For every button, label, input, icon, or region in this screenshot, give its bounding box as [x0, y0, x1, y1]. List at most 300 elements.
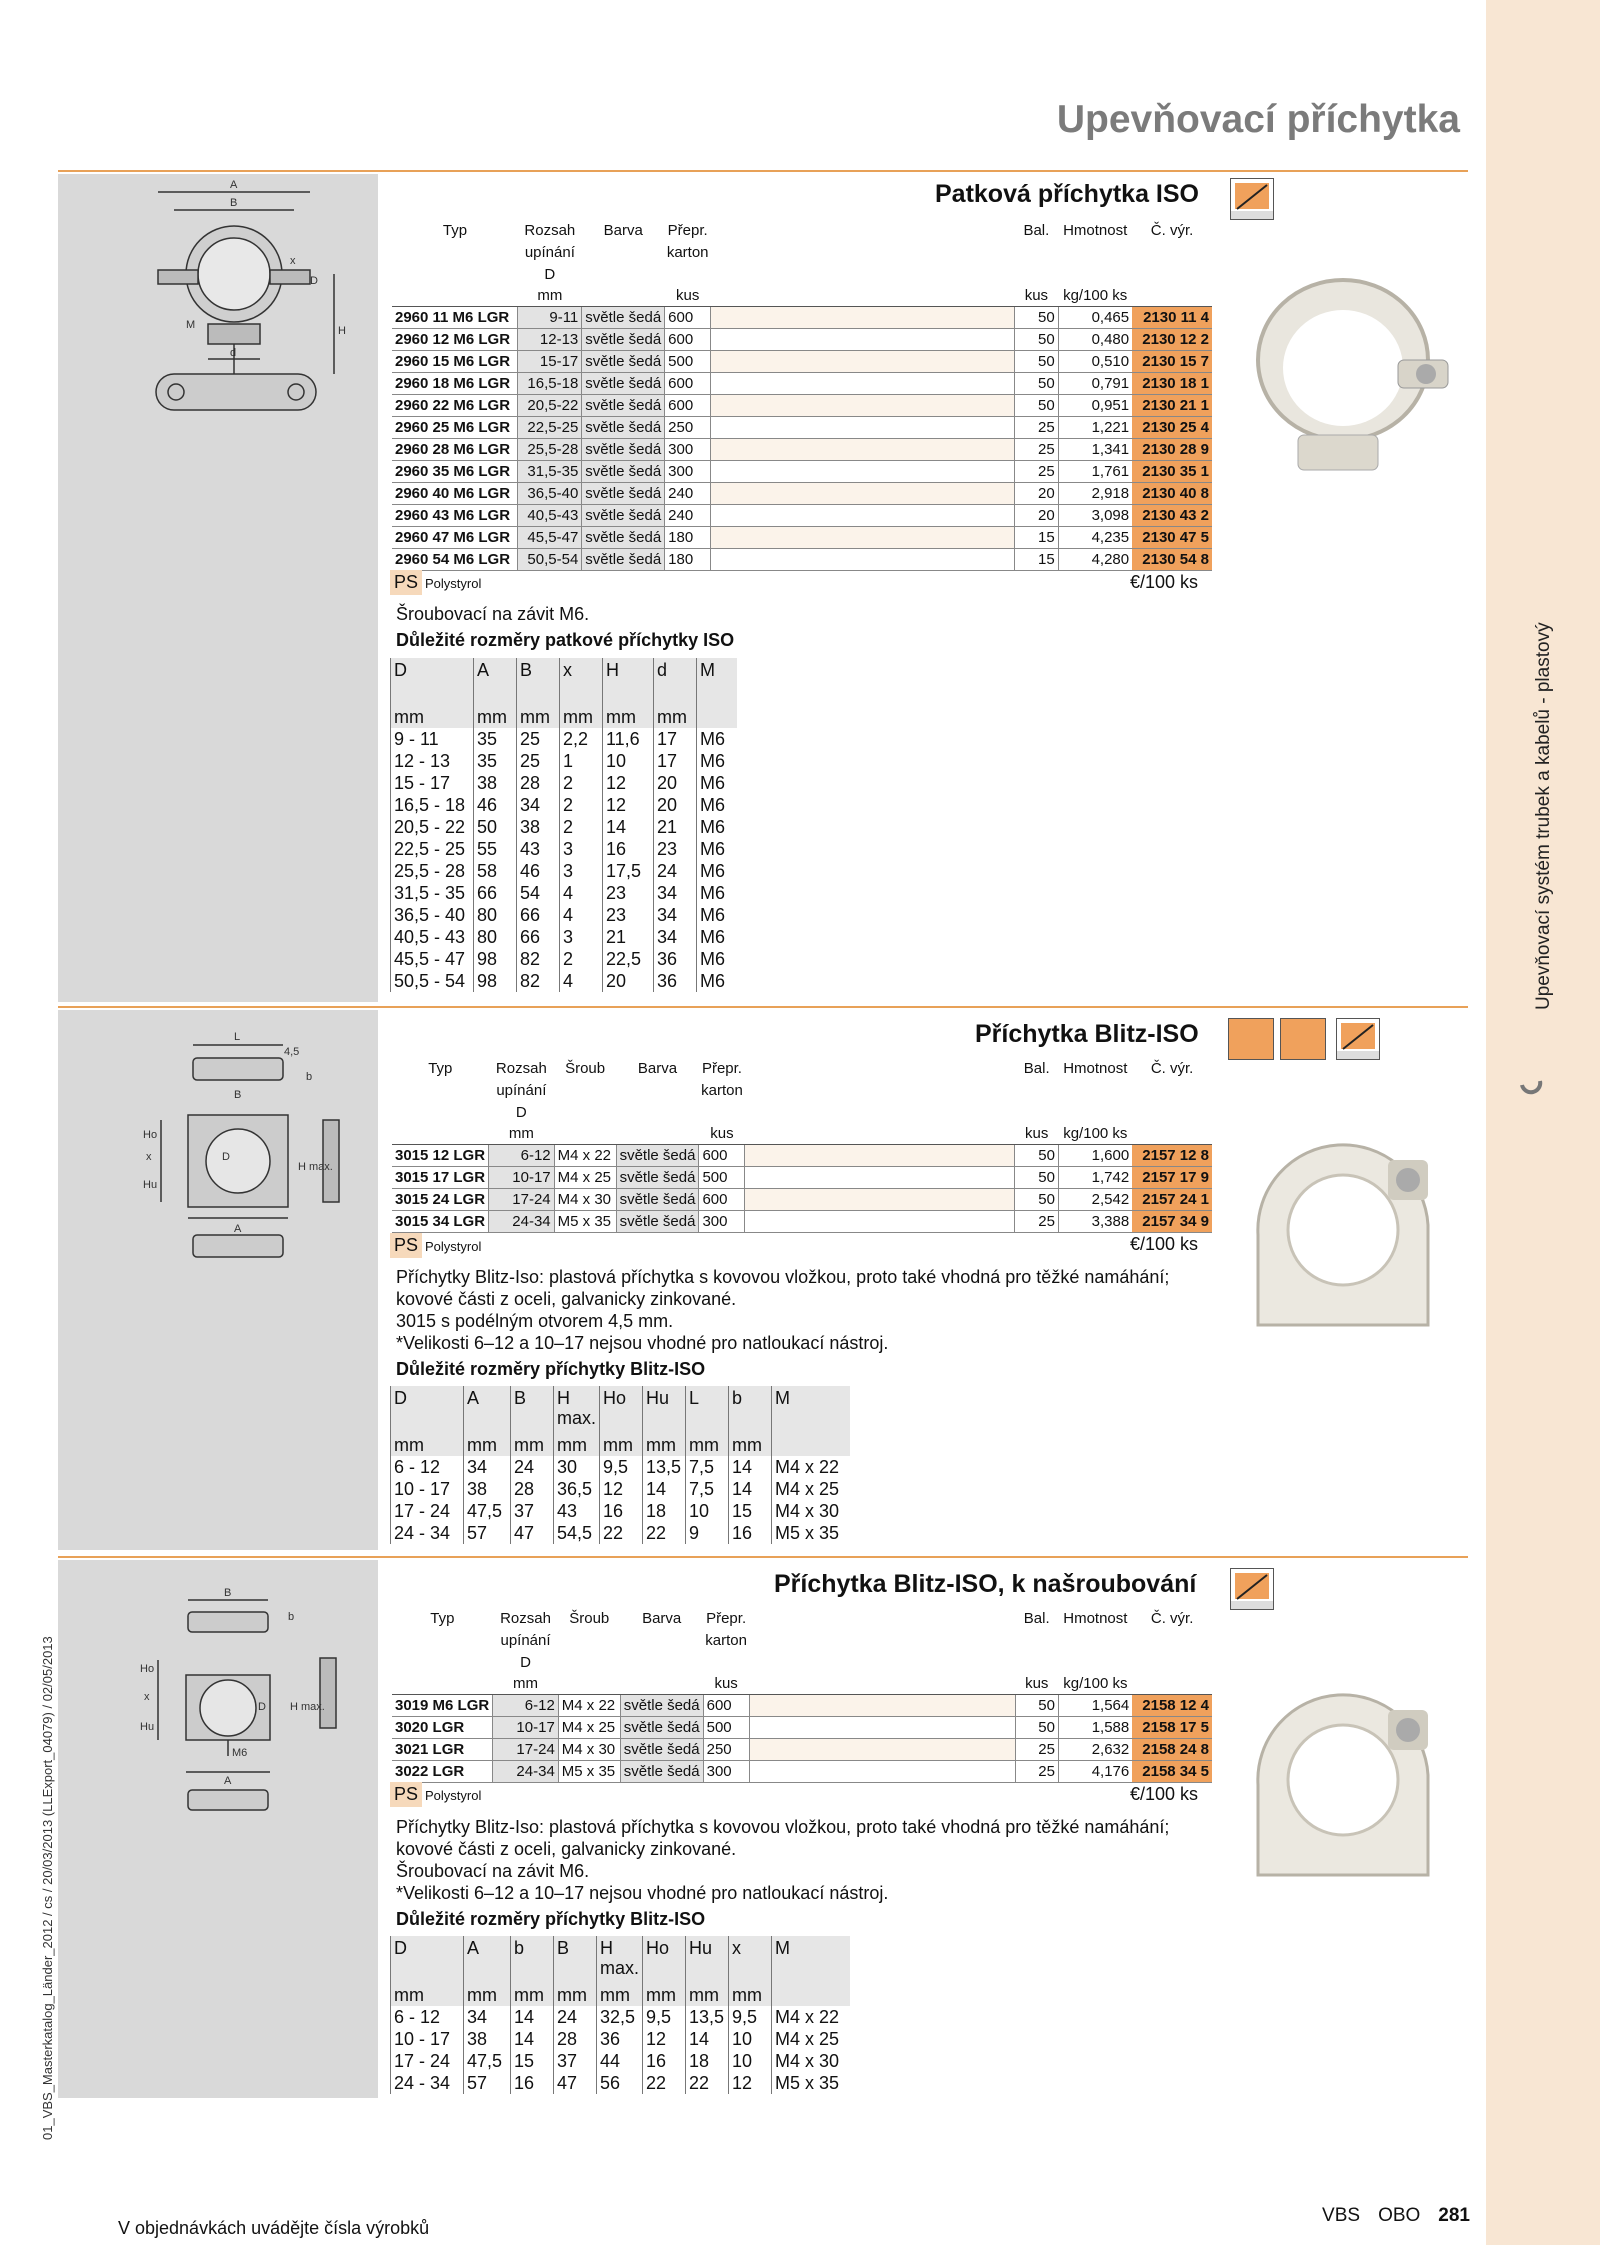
carton-cell: 300 — [699, 1211, 745, 1233]
dim-cell: 10 - 17 — [391, 1478, 464, 1500]
spacer-cell — [711, 527, 1015, 549]
dim-cell: M5 x 35 — [772, 1522, 851, 1544]
screw-cell: M4 x 25 — [554, 1167, 616, 1189]
dim-cell: 11,6 — [603, 728, 654, 750]
screw-cell: M5 x 35 — [558, 1761, 620, 1783]
technical-drawing-2 — [58, 1010, 378, 1550]
dim-cell: 20 — [654, 772, 697, 794]
dim-cell: 80 — [474, 904, 517, 926]
dim-header: A — [464, 1936, 511, 1984]
unit-cell: mm — [643, 1984, 686, 2006]
weight-cell: 1,600 — [1058, 1145, 1132, 1167]
dim-cell: 28 — [517, 772, 560, 794]
dim-cell: M4 x 22 — [772, 1456, 851, 1478]
dim-cell: 10 - 17 — [391, 2028, 464, 2050]
pack-cell: 25 — [1015, 1761, 1058, 1783]
color-cell: světle šedá — [582, 527, 665, 549]
table-row — [392, 1145, 1212, 1167]
dim-cell: 4 — [560, 970, 603, 992]
unit-cell: mm — [511, 1984, 554, 2006]
dim-header: Hu — [686, 1936, 729, 1984]
dim-cell: 57 — [464, 2072, 511, 2094]
table-row — [392, 417, 1212, 439]
pack-cell: 25 — [1015, 417, 1059, 439]
clip-icon — [1518, 1073, 1544, 1097]
dim-header: b — [729, 1386, 772, 1434]
carton-cell: 180 — [665, 527, 711, 549]
dim-cell: 47 — [554, 2072, 597, 2094]
pack-cell: 15 — [1015, 549, 1059, 571]
table-row — [391, 750, 738, 772]
pack-cell: 50 — [1015, 373, 1059, 395]
dim-header: H max. — [554, 1386, 600, 1434]
unit-cell: mm — [686, 1434, 729, 1456]
dim-cell: 46 — [474, 794, 517, 816]
dim-cell: 50 — [474, 816, 517, 838]
dim-cell: M6 — [697, 728, 738, 750]
dim-header: B — [517, 658, 560, 706]
dim-cell: M6 — [697, 816, 738, 838]
spacer-cell — [711, 417, 1015, 439]
carton-cell: 240 — [665, 505, 711, 527]
section-divider — [58, 170, 1468, 172]
table-row — [391, 2028, 851, 2050]
dim-cell: M6 — [697, 970, 738, 992]
dim-cell: 28 — [511, 1478, 554, 1500]
weight-cell: 3,098 — [1058, 505, 1132, 527]
dim-cell: 57 — [464, 1522, 511, 1544]
pack-cell: 50 — [1015, 307, 1059, 329]
type-cell: 3015 12 LGR — [392, 1145, 489, 1167]
dim-cell: 38 — [464, 1478, 511, 1500]
dim-cell: M6 — [697, 926, 738, 948]
dim-cell: 22,5 — [603, 948, 654, 970]
dim-cell: 16,5 - 18 — [391, 794, 474, 816]
type-cell: 2960 11 M6 LGR — [392, 307, 518, 329]
type-cell: 2960 47 M6 LGR — [392, 527, 518, 549]
dim-header: B — [554, 1936, 597, 1984]
dim-cell: 10 — [686, 1500, 729, 1522]
units-row — [391, 706, 738, 728]
dim-cell: 14 — [603, 816, 654, 838]
dim-cell: 20 — [603, 970, 654, 992]
hammer-tool-logo — [1228, 1018, 1274, 1060]
table-row — [392, 1761, 1212, 1783]
article-number-cell: 2130 43 2 — [1132, 505, 1212, 527]
pack-cell: 50 — [1015, 351, 1059, 373]
dim-cell: 30 — [554, 1456, 600, 1478]
spacer-cell — [711, 483, 1015, 505]
color-cell: světle šedá — [582, 351, 665, 373]
screw-cell: M5 x 35 — [554, 1211, 616, 1233]
unit-cell: mm — [600, 1434, 643, 1456]
dim-cell: 14 — [729, 1456, 772, 1478]
table-row — [392, 1211, 1212, 1233]
dim-cell: 58 — [474, 860, 517, 882]
pack-cell: 25 — [1015, 1739, 1058, 1761]
dim-cell: M6 — [697, 860, 738, 882]
dim-cell: 9,5 — [643, 2006, 686, 2028]
dim-cell: 34 — [654, 882, 697, 904]
carton-cell: 250 — [665, 417, 711, 439]
range-cell: 17-24 — [489, 1189, 555, 1211]
unit-cell: mm — [464, 1984, 511, 2006]
carton-cell: 500 — [703, 1717, 749, 1739]
dim-cell: 15 — [729, 1500, 772, 1522]
spacer-cell — [745, 1145, 1015, 1167]
unit-cell: mm — [686, 1984, 729, 2006]
weight-cell: 0,465 — [1058, 307, 1132, 329]
dim-cell: M5 x 35 — [772, 2072, 851, 2094]
price-unit: €/100 ks — [1130, 572, 1199, 592]
dim-cell: M4 x 30 — [772, 2050, 851, 2072]
table-row — [391, 794, 738, 816]
footer-brand: VBS OBO 281 — [1322, 2205, 1470, 2226]
dim-cell: 22 — [686, 2072, 729, 2094]
dim-cell: 7,5 — [686, 1478, 729, 1500]
table-row — [391, 882, 738, 904]
dim-cell: 36 — [597, 2028, 643, 2050]
screw-cell: M4 x 30 — [554, 1189, 616, 1211]
dim-cell: 2 — [560, 794, 603, 816]
table-row — [392, 1695, 1212, 1717]
svg-text:L: L — [234, 1031, 241, 1043]
dim-cell: M4 x 25 — [772, 1478, 851, 1500]
dim-cell: M6 — [697, 838, 738, 860]
dim-cell: 10 — [729, 2028, 772, 2050]
carton-cell: 500 — [665, 351, 711, 373]
table-row — [391, 948, 738, 970]
dim-cell: M6 — [697, 772, 738, 794]
dim-cell: 54,5 — [554, 1522, 600, 1544]
range-cell: 24-34 — [493, 1761, 559, 1783]
dimensions-table-1 — [390, 658, 737, 992]
weight-cell: 4,235 — [1058, 527, 1132, 549]
table-row — [392, 527, 1212, 549]
dim-cell: 17 — [654, 728, 697, 750]
section-divider — [58, 1556, 1468, 1558]
table-row — [392, 483, 1212, 505]
halogen-free-logo — [1336, 1018, 1380, 1060]
dim-cell: 12 — [603, 794, 654, 816]
range-cell: 20,5-22 — [518, 395, 582, 417]
type-cell: 3021 LGR — [392, 1739, 493, 1761]
dim-header: D — [391, 1386, 464, 1434]
dim-cell: 2,2 — [560, 728, 603, 750]
table-row — [392, 373, 1212, 395]
svg-text:H max.: H max. — [290, 1701, 325, 1713]
spacer-cell — [711, 439, 1015, 461]
range-cell: 36,5-40 — [518, 483, 582, 505]
svg-text:M6: M6 — [232, 1747, 248, 1759]
color-cell: světle šedá — [616, 1211, 699, 1233]
color-cell: světle šedá — [582, 373, 665, 395]
dim-cell: 36 — [654, 970, 697, 992]
table-row — [391, 926, 738, 948]
dim-cell: 18 — [686, 2050, 729, 2072]
dim-cell: 4 — [560, 904, 603, 926]
dimensions-title: Důležité rozměry patkové příchytky ISO — [396, 630, 735, 650]
range-cell: 25,5-28 — [518, 439, 582, 461]
dim-cell: 25,5 - 28 — [391, 860, 474, 882]
page-number: 281 — [1438, 2205, 1470, 2226]
table-row — [391, 772, 738, 794]
dim-cell: 55 — [474, 838, 517, 860]
spacer-cell — [749, 1761, 1015, 1783]
product-photo-2 — [1228, 1085, 1458, 1335]
halogen-free-logo — [1230, 1568, 1274, 1610]
dim-cell: 24 — [511, 1456, 554, 1478]
pack-cell: 15 — [1015, 527, 1059, 549]
carton-cell: 600 — [665, 373, 711, 395]
carton-cell: 600 — [665, 395, 711, 417]
spacer-cell — [745, 1189, 1015, 1211]
unit-cell: mm — [391, 706, 474, 728]
page-title: Upevňovací příchytka — [1056, 98, 1460, 141]
dim-cell: 9,5 — [600, 1456, 643, 1478]
dim-cell: 38 — [474, 772, 517, 794]
dim-cell: 17 — [654, 750, 697, 772]
dim-cell: 44 — [597, 2050, 643, 2072]
dim-cell: 50,5 - 54 — [391, 970, 474, 992]
dim-cell: 24 — [654, 860, 697, 882]
spacer-cell — [749, 1739, 1015, 1761]
range-cell: 17-24 — [493, 1739, 559, 1761]
range-cell: 10-17 — [493, 1717, 559, 1739]
weight-cell: 0,951 — [1058, 395, 1132, 417]
weight-cell: 0,510 — [1058, 351, 1132, 373]
table-row — [391, 1522, 851, 1544]
section-title: Příchytka Blitz-ISO — [975, 1020, 1199, 1048]
type-cell: 2960 15 M6 LGR — [392, 351, 518, 373]
dim-header: M — [772, 1936, 851, 1984]
article-number-cell: 2157 24 1 — [1132, 1189, 1212, 1211]
svg-text:b: b — [288, 1611, 295, 1623]
svg-text:x: x — [146, 1151, 152, 1163]
dim-cell: 12 — [600, 1478, 643, 1500]
type-cell: 2960 28 M6 LGR — [392, 439, 518, 461]
dim-cell: 45,5 - 47 — [391, 948, 474, 970]
dim-cell: 12 — [603, 772, 654, 794]
svg-text:4,5: 4,5 — [284, 1046, 300, 1058]
table-row — [392, 329, 1212, 351]
footer-note: V objednávkách uvádějte čísla výrobků — [118, 2218, 430, 2238]
dim-cell: 15 — [511, 2050, 554, 2072]
article-number-cell: 2158 34 5 — [1132, 1761, 1212, 1783]
carton-cell: 500 — [699, 1167, 745, 1189]
unit-cell: mm — [597, 1984, 643, 2006]
table-row — [391, 1500, 851, 1522]
section-divider — [58, 1006, 1468, 1008]
table-row — [392, 505, 1212, 527]
dim-cell: 23 — [603, 904, 654, 926]
dim-cell: 38 — [517, 816, 560, 838]
spacer-cell — [745, 1167, 1015, 1189]
article-number-cell: 2157 12 8 — [1132, 1145, 1212, 1167]
spacer-cell — [711, 307, 1015, 329]
description: Šroubovací na závit M6. — [396, 604, 590, 624]
dim-cell: 56 — [597, 2072, 643, 2094]
dim-cell: M4 x 30 — [772, 1500, 851, 1522]
unit-cell: mm — [517, 706, 560, 728]
color-cell: světle šedá — [582, 461, 665, 483]
dim-header: Hu — [643, 1386, 686, 1434]
table-row — [392, 1167, 1212, 1189]
dim-cell: 17 - 24 — [391, 1500, 464, 1522]
dim-cell: 82 — [517, 948, 560, 970]
dim-cell: 98 — [474, 970, 517, 992]
dim-label: H — [338, 325, 346, 337]
unit-cell: mm — [391, 1434, 464, 1456]
dim-cell: 14 — [511, 2028, 554, 2050]
dim-cell: 47,5 — [464, 2050, 511, 2072]
unit-cell: mm — [511, 1434, 554, 1456]
dim-cell: 6 - 12 — [391, 1456, 464, 1478]
carton-cell: 300 — [665, 461, 711, 483]
section-title: Příchytka Blitz-ISO, k našroubování — [774, 1570, 1197, 1598]
unit-cell — [697, 706, 738, 728]
unit-cell: mm — [474, 706, 517, 728]
dim-cell: 7,5 — [686, 1456, 729, 1478]
article-number-cell: 2158 24 8 — [1132, 1739, 1212, 1761]
svg-text:D: D — [222, 1151, 230, 1163]
unit-cell: mm — [464, 1434, 511, 1456]
dim-cell: 66 — [517, 904, 560, 926]
product-table-1: Typ Rozsah upínání D Barva Přepr. karton Bal. Hmotnost Č. výr. mm kus kus kg/100 ks 2960 11 M6 LGR 9-11 světle šedá 600 50 0,465 2130 11 4 2960 12 M6 LGR 12-13 světle šedá 600 50 0,480 2130 12 2 2960 15 M6 LGR 15-17 světle šedá 500 50 0,510 2130 15 7 2960 18 M6 LGR 16,5-18 světle šedá 600 50 0,791 2130 18 1 2960 22 M6 LGR 20,5-22 světle šedá 600 50 0,951 2130 21 1 2960 25 M6 LGR 22,5-25 světle šedá 250 25 1,221 2130 25 4 2960 28 M6 LGR 25,5-28 světle šedá 300 25 1,341 2130 28 9 2960 35 M6 LGR 31,5-35 světle šedá 300 25 1,761 2130 35 1 2960 40 M6 LGR 36,5-40 světle šedá 240 20 2,918 2130 40 8 2960 43 M6 LGR 40,5-43 světle šedá 240 20 3,098 2130 43 2 2960 47 M6 LGR 45,5-47 světle šedá 180 15 4,235 2130 47 5 2960 54 M6 LGR 50,5-54 světle šedá 180 15 4,280 2130 54 8 — [392, 220, 1212, 571]
dim-cell: 18 — [643, 1500, 686, 1522]
dim-cell: 13,5 — [643, 1456, 686, 1478]
dim-cell: 14 — [643, 1478, 686, 1500]
color-cell: světle šedá — [616, 1145, 699, 1167]
article-number-cell: 2130 11 4 — [1132, 307, 1212, 329]
dim-cell: 22,5 - 25 — [391, 838, 474, 860]
dim-cell: 36 — [654, 948, 697, 970]
dim-cell: 3 — [560, 860, 603, 882]
dim-cell: 23 — [603, 882, 654, 904]
dim-cell: M4 x 25 — [772, 2028, 851, 2050]
dim-cell: 34 — [464, 1456, 511, 1478]
svg-text:Hu: Hu — [143, 1179, 158, 1191]
product-table-2: Typ Rozsah upínání D Šroub Barva Přepr. karton Bal. Hmotnost Č. výr. mm kus kus kg/100 ks 3015 12 LGR 6-12 M4 x 22 světle šedá 600 50 1,600 2157 12 8 3015 17 LGR 10-17 M4 x 25 světle šedá 500 50 1,742 2157 17 9 3015 24 LGR 17-24 M4 x 30 světle šedá 600 50 2,542 2157 24 1 3015 34 LGR 24-34 M5 x 35 světle šedá 300 25 3,388 2157 34 9 — [392, 1058, 1212, 1233]
color-cell: světle šedá — [582, 549, 665, 571]
carton-cell: 180 — [665, 549, 711, 571]
pack-cell: 50 — [1015, 1145, 1058, 1167]
pack-cell: 50 — [1015, 1695, 1058, 1717]
drawing-svg-1 — [58, 174, 378, 434]
dim-label: A — [230, 179, 238, 191]
dim-header: H — [603, 658, 654, 706]
type-cell: 3020 LGR — [392, 1717, 493, 1739]
spacer-cell — [711, 461, 1015, 483]
dim-cell: 66 — [474, 882, 517, 904]
drawing-svg-2 — [58, 1010, 378, 1290]
range-cell: 22,5-25 — [518, 417, 582, 439]
weight-cell: 3,388 — [1058, 1211, 1132, 1233]
units-row — [391, 1434, 851, 1456]
table-row — [392, 1717, 1212, 1739]
dim-cell: M4 x 22 — [772, 2006, 851, 2028]
spacer-cell — [711, 329, 1015, 351]
dim-cell: 98 — [474, 948, 517, 970]
article-number-cell: 2157 17 9 — [1132, 1167, 1212, 1189]
unit-cell: mm — [729, 1434, 772, 1456]
dim-cell: 16 — [729, 1522, 772, 1544]
dim-header: A — [464, 1386, 511, 1434]
dim-cell: 2 — [560, 948, 603, 970]
dim-header: b — [511, 1936, 554, 1984]
article-number-cell: 2130 21 1 — [1132, 395, 1212, 417]
carton-cell: 600 — [699, 1189, 745, 1211]
dim-header: x — [560, 658, 603, 706]
dim-header: D — [391, 658, 474, 706]
unit-cell — [772, 1434, 851, 1456]
dim-header: M — [772, 1386, 851, 1434]
carton-cell: 250 — [703, 1739, 749, 1761]
table-row — [391, 1456, 851, 1478]
dim-cell: 20,5 - 22 — [391, 816, 474, 838]
color-cell: světle šedá — [616, 1189, 699, 1211]
type-cell: 3015 24 LGR — [392, 1189, 489, 1211]
svg-text:B: B — [234, 1089, 242, 1101]
screw-cell: M4 x 30 — [558, 1739, 620, 1761]
type-cell: 2960 54 M6 LGR — [392, 549, 518, 571]
table-row — [391, 970, 738, 992]
dim-cell: 12 - 13 — [391, 750, 474, 772]
dim-label: x — [290, 255, 296, 267]
table-row — [392, 549, 1212, 571]
dim-cell: 15 - 17 — [391, 772, 474, 794]
color-cell: světle šedá — [620, 1717, 703, 1739]
svg-text:B: B — [224, 1587, 232, 1599]
dim-cell: 1 — [560, 750, 603, 772]
product-photo-1 — [1228, 240, 1458, 490]
carton-cell: 600 — [699, 1145, 745, 1167]
dim-header: B — [511, 1386, 554, 1434]
dimensions-table-3 — [390, 1936, 850, 2094]
dim-cell: 12 — [729, 2072, 772, 2094]
article-number-cell: 2130 35 1 — [1132, 461, 1212, 483]
price-unit: €/100 ks — [1130, 1234, 1199, 1254]
type-cell: 2960 40 M6 LGR — [392, 483, 518, 505]
units-row — [391, 1984, 851, 2006]
pack-cell: 50 — [1015, 395, 1059, 417]
dim-cell: 25 — [517, 728, 560, 750]
weight-cell: 1,761 — [1058, 461, 1132, 483]
weight-cell: 2,542 — [1058, 1189, 1132, 1211]
range-cell: 9-11 — [518, 307, 582, 329]
spacer-cell — [711, 351, 1015, 373]
color-cell: světle šedá — [582, 329, 665, 351]
dimensions-table-2 — [390, 1386, 850, 1544]
article-number-cell: 2130 12 2 — [1132, 329, 1212, 351]
dim-header: A — [474, 658, 517, 706]
svg-text:Ho: Ho — [140, 1663, 155, 1675]
color-cell: světle šedá — [582, 307, 665, 329]
dim-cell: 25 — [517, 750, 560, 772]
article-number-cell: 2130 25 4 — [1132, 417, 1212, 439]
pack-cell: 50 — [1015, 329, 1059, 351]
dim-cell: 10 — [729, 2050, 772, 2072]
weight-cell: 0,791 — [1058, 373, 1132, 395]
sidebar-band — [1486, 0, 1600, 2245]
type-cell: 3015 17 LGR — [392, 1167, 489, 1189]
dim-cell: 4 — [560, 882, 603, 904]
dim-label: B — [230, 197, 238, 209]
spacer-cell — [711, 505, 1015, 527]
dim-cell: 16 — [643, 2050, 686, 2072]
svg-text:b: b — [306, 1071, 313, 1083]
dim-cell: 36,5 — [554, 1478, 600, 1500]
